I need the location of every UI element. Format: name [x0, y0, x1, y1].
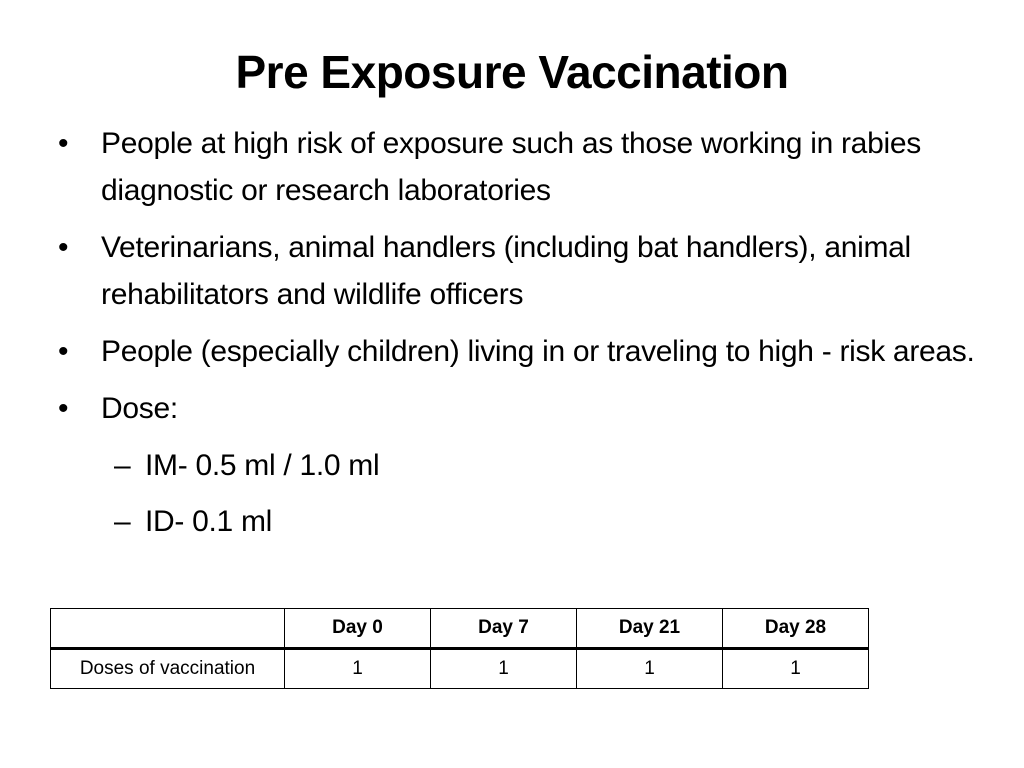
- sub-bullet-item: [58, 442, 988, 489]
- bullet-item: [58, 385, 988, 432]
- bullet-item: [58, 120, 988, 214]
- bullet-item: [58, 328, 988, 375]
- table-row: [51, 649, 869, 689]
- bullet-marker: •: [58, 231, 69, 264]
- vaccination-schedule-table: [50, 608, 869, 689]
- sub-bullet-text: ID- 0.1 ml: [145, 505, 273, 538]
- table-row-label: Doses of vaccination: [51, 649, 285, 689]
- bullet-marker: •: [58, 335, 69, 368]
- bullet-text: People (especially children) living in or traveling to high - risk areas.: [101, 335, 975, 368]
- bullet-marker: •: [58, 392, 69, 425]
- slide-title: Pre Exposure Vaccination: [235, 46, 789, 98]
- sub-bullet-text: IM- 0.5 ml / 1.0 ml: [145, 449, 380, 482]
- table-header-cell: Day 21: [577, 609, 723, 649]
- bullet-text: People at high risk of exposure such as those working in rabies diagnostic or research laboratories: [101, 127, 921, 207]
- table-header-cell: Day 0: [285, 609, 431, 649]
- table-header-cell: [51, 609, 285, 649]
- dash-marker: –: [114, 505, 131, 538]
- bullet-list: [58, 120, 988, 554]
- bullet-marker: •: [58, 127, 69, 160]
- bullet-item: [58, 224, 988, 318]
- dash-marker: –: [114, 449, 131, 482]
- table-header-cell: Day 7: [431, 609, 577, 649]
- sub-bullet-item: [58, 498, 988, 545]
- bullet-text: Veterinarians, animal handlers (including bat handlers), animal rehabilitators and wildlife officers: [101, 231, 911, 311]
- table-header-row: [51, 609, 869, 649]
- bullet-text: Dose:: [101, 392, 178, 425]
- table-cell: 1: [723, 649, 869, 689]
- table-header-cell: Day 28: [723, 609, 869, 649]
- table-cell: 1: [285, 649, 431, 689]
- table-cell: 1: [431, 649, 577, 689]
- table-cell: 1: [577, 649, 723, 689]
